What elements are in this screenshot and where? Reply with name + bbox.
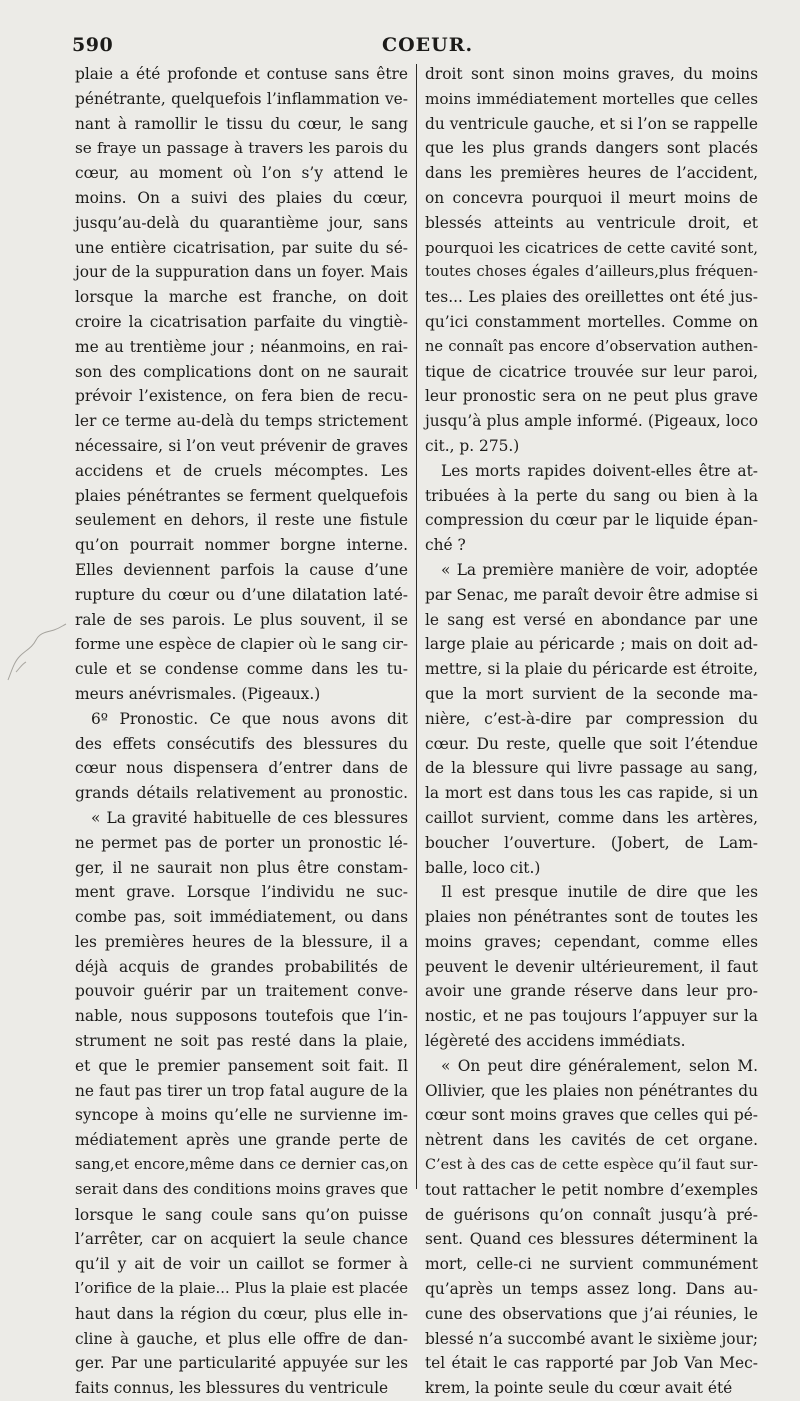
- text-line: pourquoi les cicatrices de cette cavité sont,: [425, 238, 758, 257]
- text-line: seulement en dehors, il reste une fistule: [75, 511, 408, 530]
- text-line: accidens et de cruels mécomptes. Les: [75, 461, 408, 480]
- text-line: nostic, et ne pas toujours l’appuyer sur la: [425, 1007, 758, 1026]
- text-line: qu’ici constamment mortelles. Comme on: [425, 312, 758, 331]
- text-line: se fraye un passage à travers les parois du: [75, 139, 408, 158]
- text-line: jusqu’au-delà du quarantième jour, sans: [75, 213, 408, 232]
- text-line: sang,et encore,même dans ce dernier cas,on: [75, 1156, 408, 1174]
- text-line: nécessaire, si l’on veut prévenir de graves: [75, 436, 408, 455]
- text-line: Il est presque inutile de dire que les: [441, 883, 758, 902]
- text-line: haut dans la région du cœur, plus elle in-: [75, 1304, 408, 1323]
- text-line: cline à gauche, et plus elle offre de dan-: [75, 1329, 408, 1348]
- right-text-column: [425, 62, 758, 1401]
- text-line: tout rattacher le petit nombre d’exemples: [425, 1180, 758, 1199]
- text-line: nant à ramollir le tissu du cœur, le sang: [75, 114, 408, 133]
- text-line: grands détails relativement au pronostic.: [75, 784, 408, 803]
- text-line: meurs anévrismales. (Pigeaux.): [75, 684, 321, 703]
- text-line: toutes choses égales d’ailleurs,plus fréquen-: [425, 263, 758, 281]
- text-line: « On peut dire généralement, selon M.: [441, 1056, 758, 1075]
- text-line: nable, nous supposons toutefois que l’in-: [75, 1007, 408, 1026]
- text-line: syncope à moins qu’elle ne survienne im-: [75, 1106, 408, 1125]
- text-line: mort, celle-ci ne survient communément: [425, 1255, 758, 1274]
- text-line: C’est à des cas de cette espèce qu’il faut sur-: [425, 1157, 758, 1174]
- text-line: on concevra pourquoi il meurt moins de: [425, 188, 758, 207]
- text-line: Elles deviennent parfois la cause d’une: [75, 560, 408, 579]
- text-line: rupture du cœur ou d’une dilatation laté-: [75, 585, 408, 604]
- text-line: son des complications dont on ne saurait: [75, 362, 408, 381]
- page-number: 590: [72, 34, 114, 56]
- text-line: ment grave. Lorsque l’individu ne suc-: [75, 883, 408, 902]
- text-line: 6º Pronostic. Ce que nous avons dit: [91, 709, 408, 728]
- text-line: lorsque le sang coule sans qu’on puisse: [75, 1205, 408, 1224]
- text-line: sent. Quand ces blessures déterminent la: [425, 1230, 758, 1249]
- text-line: de guérisons qu’on connaît jusqu’à pré-: [425, 1205, 758, 1224]
- text-line: « La gravité habituelle de ces blessures: [91, 808, 408, 827]
- text-line: que la mort survient de la seconde ma-: [425, 684, 758, 703]
- text-line: de la blessure qui livre passage au sang,: [425, 759, 758, 778]
- text-line: médiatement après une grande perte de: [75, 1131, 408, 1150]
- text-line: l’orifice de la plaie... Plus la plaie est placée: [75, 1280, 408, 1298]
- text-line: mettre, si la plaie du péricarde est étroite,: [425, 660, 758, 679]
- text-line: du ventricule gauche, et si l’on se rappelle: [425, 114, 758, 133]
- text-line: dans les premières heures de l’accident,: [425, 164, 758, 183]
- text-line: ne permet pas de porter un pronostic lé-: [75, 833, 408, 852]
- text-line: que les plus grands dangers sont placés: [425, 139, 758, 158]
- text-line: cœur sont moins graves que celles qui pé-: [425, 1106, 758, 1125]
- text-line: cule et se condense comme dans les tu-: [75, 660, 408, 679]
- text-line: ne connaît pas encore d’observation authen-: [425, 337, 758, 355]
- text-line: « La première manière de voir, adoptée: [441, 560, 758, 579]
- text-line: plaies non pénétrantes sont de toutes les: [425, 908, 758, 927]
- text-line: leur pronostic sera on ne peut plus grave: [425, 387, 758, 406]
- text-line: pénétrante, quelquefois l’inflammation ve-: [75, 89, 408, 108]
- text-line: cit., p. 275.): [425, 436, 520, 455]
- text-line: Ollivier, que les plaies non pénétrantes du: [425, 1081, 758, 1100]
- text-line: tes... Les plaies des oreillettes ont été jus-: [425, 288, 758, 307]
- text-line: une entière cicatrisation, par suite du sé-: [75, 238, 408, 257]
- text-line: déjà acquis de grandes probabilités de: [75, 957, 408, 976]
- text-line: rale de ses parois. Le plus souvent, il se: [75, 610, 408, 629]
- running-title: COEUR.: [382, 34, 474, 56]
- text-line: nètrent dans les cavités de cet organe.: [425, 1131, 758, 1150]
- text-line: par Senac, me paraît devoir être admise si: [425, 585, 758, 604]
- text-line: ger, il ne saurait non plus être constam-: [75, 858, 408, 877]
- text-line: tel était le cas rapporté par Job Van Mec-: [425, 1354, 758, 1373]
- text-line: me au trentième jour ; néanmoins, en rai-: [75, 337, 408, 356]
- text-line: légèreté des accidens immédiats.: [425, 1032, 686, 1051]
- margin-handwriting-mark: [2, 610, 72, 690]
- text-line: les premières heures de la blessure, il a: [75, 932, 408, 951]
- text-line: des effets consécutifs des blessures du: [75, 734, 408, 753]
- text-line: jusqu’à plus ample informé. (Pigeaux, loco: [425, 412, 758, 431]
- text-line: caillot survient, comme dans les artères,: [425, 808, 758, 827]
- text-line: peuvent le devenir ultérieurement, il faut: [425, 957, 758, 976]
- text-line: droit sont sinon moins graves, du moins: [425, 65, 758, 83]
- text-line: la mort est dans tous les cas rapide, si un: [425, 784, 758, 803]
- text-line: ler ce terme au-delà du temps strictement: [75, 412, 408, 431]
- text-line: tique de cicatrice trouvée sur leur paroi,: [425, 362, 758, 381]
- text-line: combe pas, soit immédiatement, ou dans: [75, 908, 408, 927]
- text-line: ne faut pas tirer un trop fatal augure de la: [75, 1081, 408, 1100]
- text-line: plaie a été profonde et contuse sans être: [75, 65, 408, 83]
- text-line: qu’après un temps assez long. Dans au-: [425, 1280, 758, 1299]
- text-line: compression du cœur par le liquide épan-: [425, 511, 758, 530]
- text-line: croire la cicatrisation parfaite du vingtiè-: [75, 312, 408, 331]
- text-line: boucher l’ouverture. (Jobert, de Lam-: [425, 833, 758, 852]
- text-line: tribuées à la perte du sang ou bien à la: [425, 486, 758, 505]
- column-divider: [416, 64, 417, 1189]
- text-line: ché ?: [425, 536, 466, 555]
- text-line: qu’on pourrait nommer borgne interne.: [75, 536, 408, 555]
- text-line: moins graves; cependant, comme elles: [425, 932, 758, 951]
- text-line: forme une espèce de clapier où le sang cir-: [75, 635, 408, 654]
- text-line: prévoir l’existence, on fera bien de recu-: [75, 387, 408, 406]
- text-line: pouvoir guérir par un traitement conve-: [75, 982, 408, 1001]
- text-line: ger. Par une particularité appuyée sur les: [75, 1354, 408, 1373]
- text-line: balle, loco cit.): [425, 858, 541, 877]
- text-line: et que le premier pansement soit fait. Il: [75, 1056, 408, 1075]
- text-line: lorsque la marche est franche, on doit: [75, 288, 408, 307]
- text-line: cœur nous dispensera d’entrer dans de: [75, 759, 408, 778]
- text-line: cune des observations que j’ai réunies, le: [425, 1304, 758, 1323]
- text-line: moins. On a suivi des plaies du cœur,: [75, 188, 408, 207]
- text-line: Les morts rapides doivent-elles être at-: [441, 461, 758, 480]
- text-line: l’arrêter, car on acquiert la seule chance: [75, 1230, 408, 1249]
- text-line: krem, la pointe seule du cœur avait été: [425, 1379, 733, 1398]
- text-line: qu’il y ait de voir un caillot se former à: [75, 1255, 408, 1274]
- text-line: moins immédiatement mortelles que celles: [425, 89, 758, 108]
- text-line: jour de la suppuration dans un foyer. Mais: [75, 263, 408, 282]
- text-line: strument ne soit pas resté dans la plaie,: [75, 1032, 408, 1051]
- text-line: serait dans des conditions moins graves que: [75, 1180, 408, 1198]
- text-line: plaies pénétrantes se ferment quelquefois: [75, 486, 408, 505]
- text-line: blessés atteints au ventricule droit, et: [425, 213, 758, 232]
- text-line: nière, c’est-à-dire par compression du: [425, 709, 758, 728]
- text-line: cœur, au moment où l’on s’y attend le: [75, 164, 408, 183]
- text-line: avoir une grande réserve dans leur pro-: [425, 982, 758, 1001]
- text-line: le sang est versé en abondance par une: [425, 610, 758, 629]
- left-text-column: [75, 62, 408, 1401]
- text-line: large plaie au péricarde ; mais on doit ad-: [425, 635, 758, 654]
- text-line: blessé n’a succombé avant le sixième jour;: [425, 1329, 758, 1348]
- text-line: faits connus, les blessures du ventricule: [75, 1379, 389, 1398]
- text-line: cœur. Du reste, quelle que soit l’étendue: [425, 734, 758, 753]
